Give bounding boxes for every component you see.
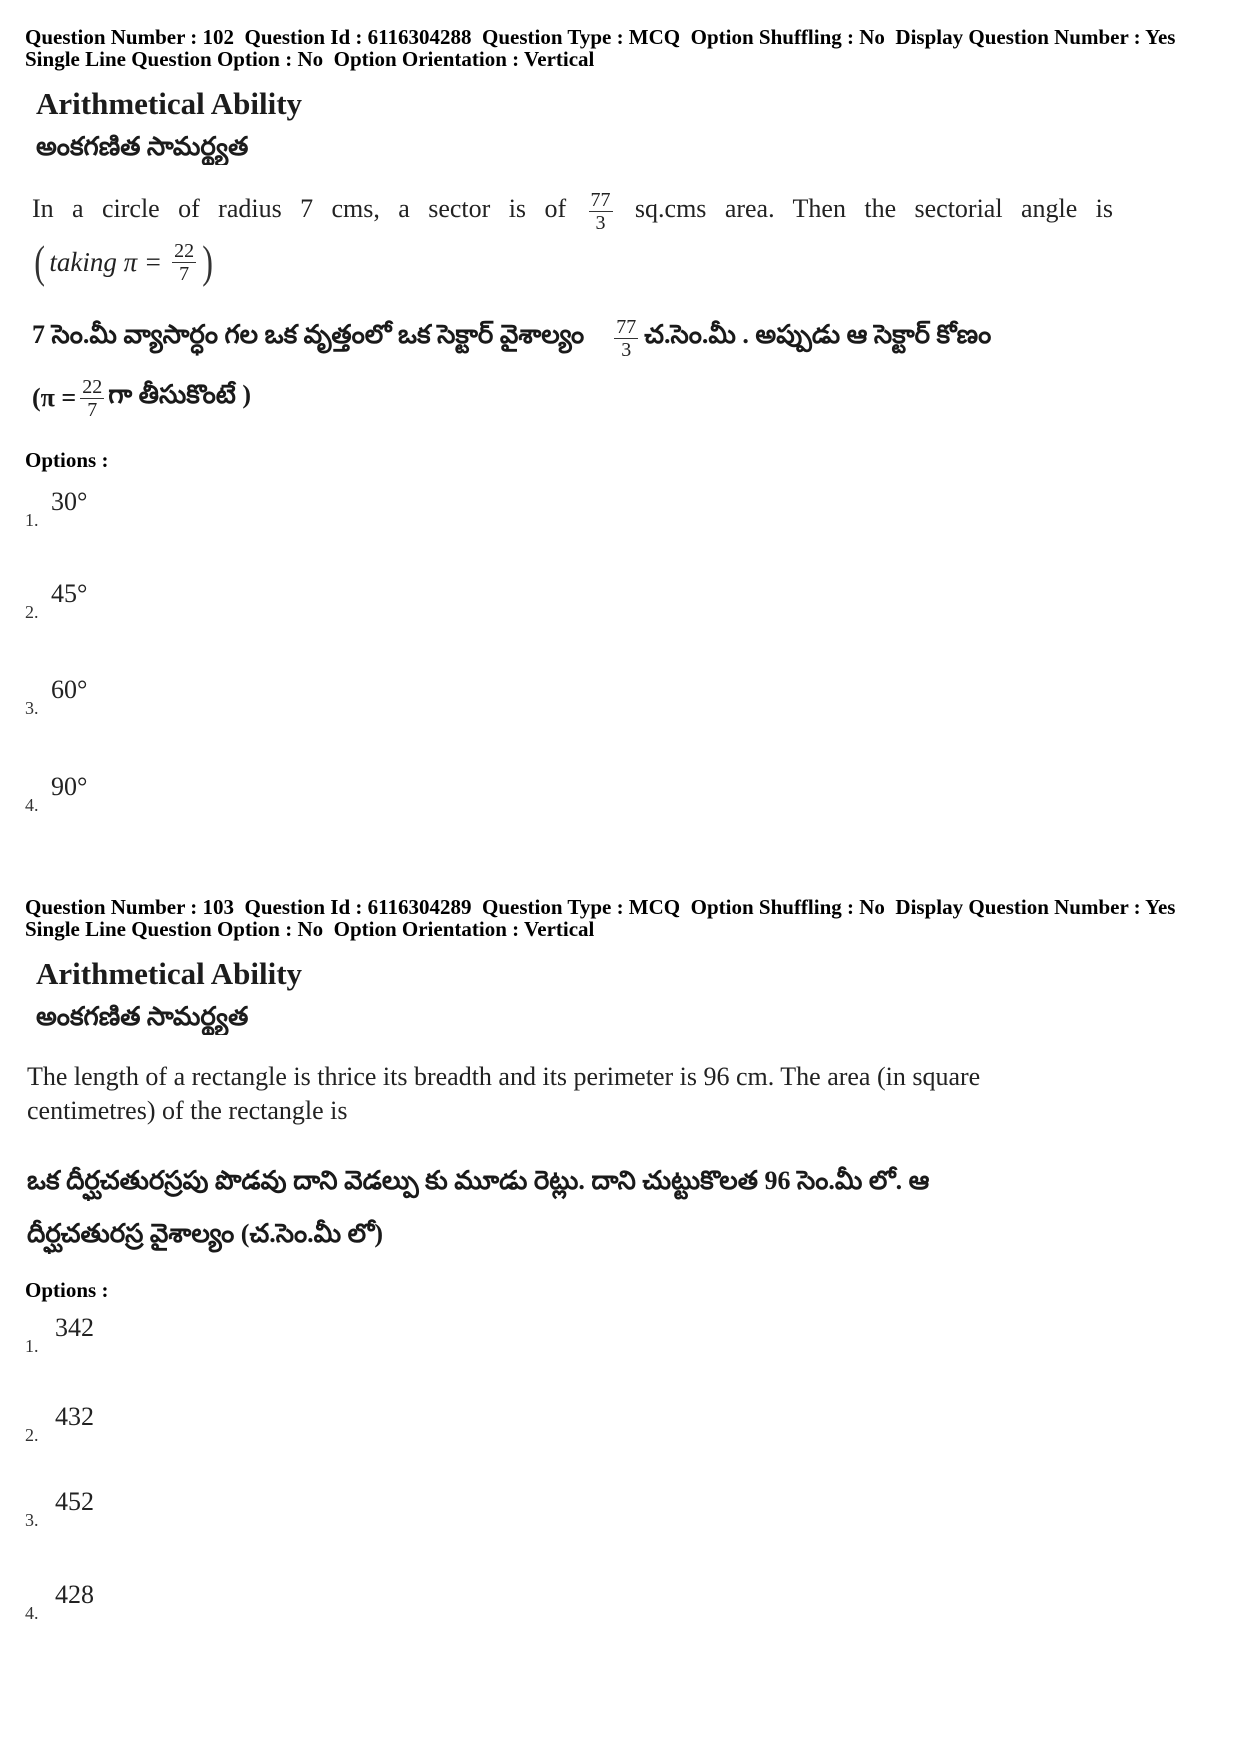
question-meta-line: Single Line Question Option : No Option Orientation : Vertical [25, 47, 595, 71]
question-text-te-line [32, 312, 991, 364]
subject-title-te: అంకగణిత సామర్థ్యత [36, 1002, 249, 1031]
fraction [80, 376, 104, 421]
option-number: 4. [25, 795, 39, 815]
subject-title-te: అంకగణిత సామర్థ్యత [36, 132, 249, 161]
question-text-segment: చ.సెం.మీ . అప్పుడు ఆ సెక్టార్ కోణం [644, 320, 992, 349]
subject-title-en: Arithmetical Ability [36, 86, 303, 121]
question-meta-line: Question Number : 102 Question Id : 6116304288 Question Type : MCQ Option Shuffling : No Display Question Number : Yes [25, 25, 1176, 49]
question-text-en-line [32, 236, 215, 288]
fraction-denominator: 3 [621, 338, 632, 361]
option-item [25, 1488, 225, 1536]
subject-title-en: Arithmetical Ability [36, 956, 303, 991]
option-item [25, 1314, 225, 1362]
open-parenthesis: ( [34, 236, 46, 287]
option-value: 342 [55, 1313, 94, 1342]
close-parenthesis: ) [202, 236, 214, 287]
question-block [0, 0, 1240, 870]
option-item [25, 1403, 225, 1451]
question-text-segment: In a circle of radius 7 cms, a sector is of [32, 194, 567, 223]
fraction-numerator: 77 [590, 188, 611, 211]
question-text-te-line: దీర్ఘచతురస్ర వైశాల్యం (చ.సెం.మీ లో) [27, 1219, 384, 1248]
fraction-denominator: 7 [87, 398, 98, 421]
option-value: 452 [55, 1487, 94, 1516]
option-value: 60° [51, 675, 88, 704]
fraction-numerator: 77 [616, 315, 637, 338]
question-text-segment: 7 సెం.మీ వ్యాసార్ధం గల ఒక వృత్తంలో ఒక సెక్టార్ వైశాల్యం [32, 320, 585, 349]
question-text-te-line: ఒక దీర్ఘచతురస్రపు పొడవు దాని వెడల్పు కు మూడు రెట్లు. దాని చుట్టుకొలత 96 సెం.మీ లో. ఆ [27, 1166, 930, 1195]
question-text-en-line: The length of a rectangle is thrice its breadth and its perimeter is 96 cm. The area (in square [27, 1062, 981, 1091]
fraction [172, 240, 196, 285]
option-item [25, 1581, 225, 1629]
option-number: 3. [25, 1510, 39, 1530]
option-item [25, 676, 225, 724]
options-label: Options : [25, 448, 109, 472]
question-text-en-line: centimetres) of the rectangle is [27, 1096, 348, 1125]
option-item [25, 773, 225, 821]
question-text-te-line [32, 372, 251, 424]
fraction-denominator: 7 [179, 262, 190, 285]
fraction-numerator: 22 [174, 239, 195, 262]
fraction [614, 316, 638, 361]
fraction-numerator: 22 [82, 375, 103, 398]
question-text-segment: sq.cms area. Then the sectorial angle is [634, 194, 1113, 223]
fraction [589, 189, 613, 234]
question-text-segment: గా తీసుకొంటే ) [108, 380, 252, 409]
fraction-denominator: 3 [595, 211, 606, 234]
option-value: 90° [51, 772, 88, 801]
option-number: 1. [25, 510, 39, 530]
question-text-segment: taking π = [49, 246, 163, 277]
option-number: 2. [25, 602, 39, 622]
option-number: 3. [25, 698, 39, 718]
option-item [25, 488, 225, 536]
question-text-segment: (π = [32, 383, 77, 412]
question-meta-line: Question Number : 103 Question Id : 6116304289 Question Type : MCQ Option Shuffling : No Display Question Number : Yes [25, 895, 1176, 919]
option-number: 2. [25, 1425, 39, 1445]
option-value: 428 [55, 1580, 94, 1609]
options-label: Options : [25, 1278, 109, 1302]
question-text-en-line [32, 182, 1113, 236]
option-number: 1. [25, 1336, 39, 1356]
option-value: 45° [51, 579, 88, 608]
option-value: 432 [55, 1402, 94, 1431]
question-meta-line: Single Line Question Option : No Option Orientation : Vertical [25, 917, 595, 941]
option-number: 4. [25, 1603, 39, 1623]
option-item [25, 580, 225, 628]
option-value: 30° [51, 487, 88, 516]
question-block [0, 870, 1240, 1755]
